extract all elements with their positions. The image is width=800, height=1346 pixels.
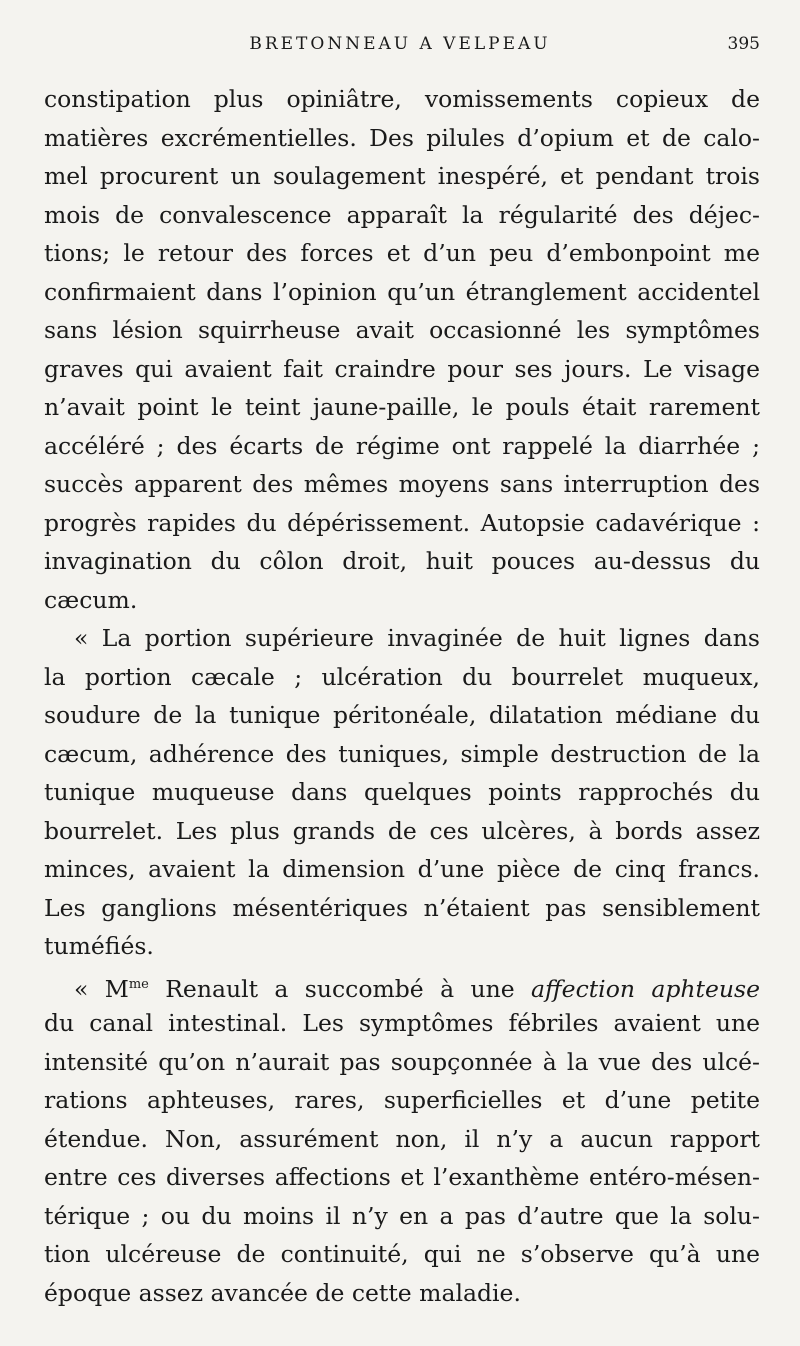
text-line: mel procurent un soulagement inespéré, et pendant trois bbox=[44, 162, 760, 190]
text-line: térique ; ou du moins il n’y en a pas d’autre que la solu- bbox=[44, 1201, 760, 1230]
running-head bbox=[0, 34, 800, 58]
text-line: rations aphteuses, rares, superficielles et d’une petite bbox=[44, 1086, 760, 1114]
text-line: graves qui avaient fait craindre pour ses jours. Le visage bbox=[44, 354, 760, 383]
superscript-me: me bbox=[128, 976, 149, 992]
text-line: cæcum. bbox=[44, 585, 138, 614]
text-line: époque assez avancée de cette maladie. bbox=[44, 1278, 521, 1307]
text-line: mois de convalescence apparaît la régularité des déjec- bbox=[44, 200, 760, 229]
text-line: Les ganglions mésentériques n’étaient pas sensiblement bbox=[44, 893, 760, 922]
text-line: sans lésion squirrheuse avait occasionné les symptômes bbox=[44, 316, 760, 344]
text-line: intensité qu’on n’aurait pas soupçonnée à la vue des ulcé- bbox=[44, 1047, 760, 1076]
text-line: accéléré ; des écarts de régime ont rappelé la diarrhée ; bbox=[44, 431, 760, 460]
text-line: étendue. Non, assurément non, il n’y a aucun rapport bbox=[44, 1124, 760, 1153]
text-line: cæcum, adhérence des tuniques, simple destruction de la bbox=[44, 739, 760, 768]
text-line: entre ces diverses affections et l’exanthème entéro-mésen- bbox=[44, 1163, 760, 1191]
text-line: minces, avaient la dimension d’une pièce de cinq francs. bbox=[44, 855, 760, 883]
text-line: tion ulcéreuse de continuité, qui ne s’observe qu’à une bbox=[44, 1240, 760, 1268]
body-text bbox=[44, 80, 760, 1312]
text-line: « La portion supérieure invaginée de huit lignes dans bbox=[74, 624, 760, 652]
text-line: tuméfiés. bbox=[44, 932, 154, 960]
text-line: invagination du côlon droit, huit pouces au-dessus du bbox=[44, 547, 760, 575]
running-title: BRETONNEAU A VELPEAU bbox=[249, 34, 551, 54]
page-number: 395 bbox=[727, 34, 760, 54]
text-line: succès apparent des mêmes moyens sans interruption des bbox=[44, 470, 760, 498]
text-line: tions; le retour des forces et d’un peu d’embonpoint me bbox=[44, 239, 760, 267]
quote-open: « M bbox=[74, 974, 129, 1003]
name-text: Renault a succombé à une bbox=[148, 974, 531, 1003]
text-line: la portion cæcale ; ulcération du bourrelet muqueux, bbox=[44, 662, 760, 691]
text-line: tunique muqueuse dans quelques points rapprochés du bbox=[44, 778, 760, 806]
text-line-with-superscript bbox=[44, 966, 760, 1005]
text-line: soudure de la tunique péritonéale, dilatation médiane du bbox=[44, 701, 760, 729]
text-line: constipation plus opiniâtre, vomissements copieux de bbox=[44, 85, 760, 113]
text-line: n’avait point le teint jaune-paille, le pouls était rarement bbox=[44, 393, 760, 421]
text-line: progrès rapides du dépérissement. Autopsie cadavérique : bbox=[44, 508, 760, 537]
text-line: confirmaient dans l’opinion qu’un étranglement accidentel bbox=[44, 277, 760, 306]
text-line: du canal intestinal. Les symptômes fébriles avaient une bbox=[44, 1009, 760, 1037]
italic-term: affection aphteuse bbox=[531, 974, 760, 1003]
text-line: bourrelet. Les plus grands de ces ulcères, à bords assez bbox=[44, 816, 760, 845]
text-line: matières excrémentielles. Des pilules d’opium et de calo- bbox=[44, 123, 760, 152]
